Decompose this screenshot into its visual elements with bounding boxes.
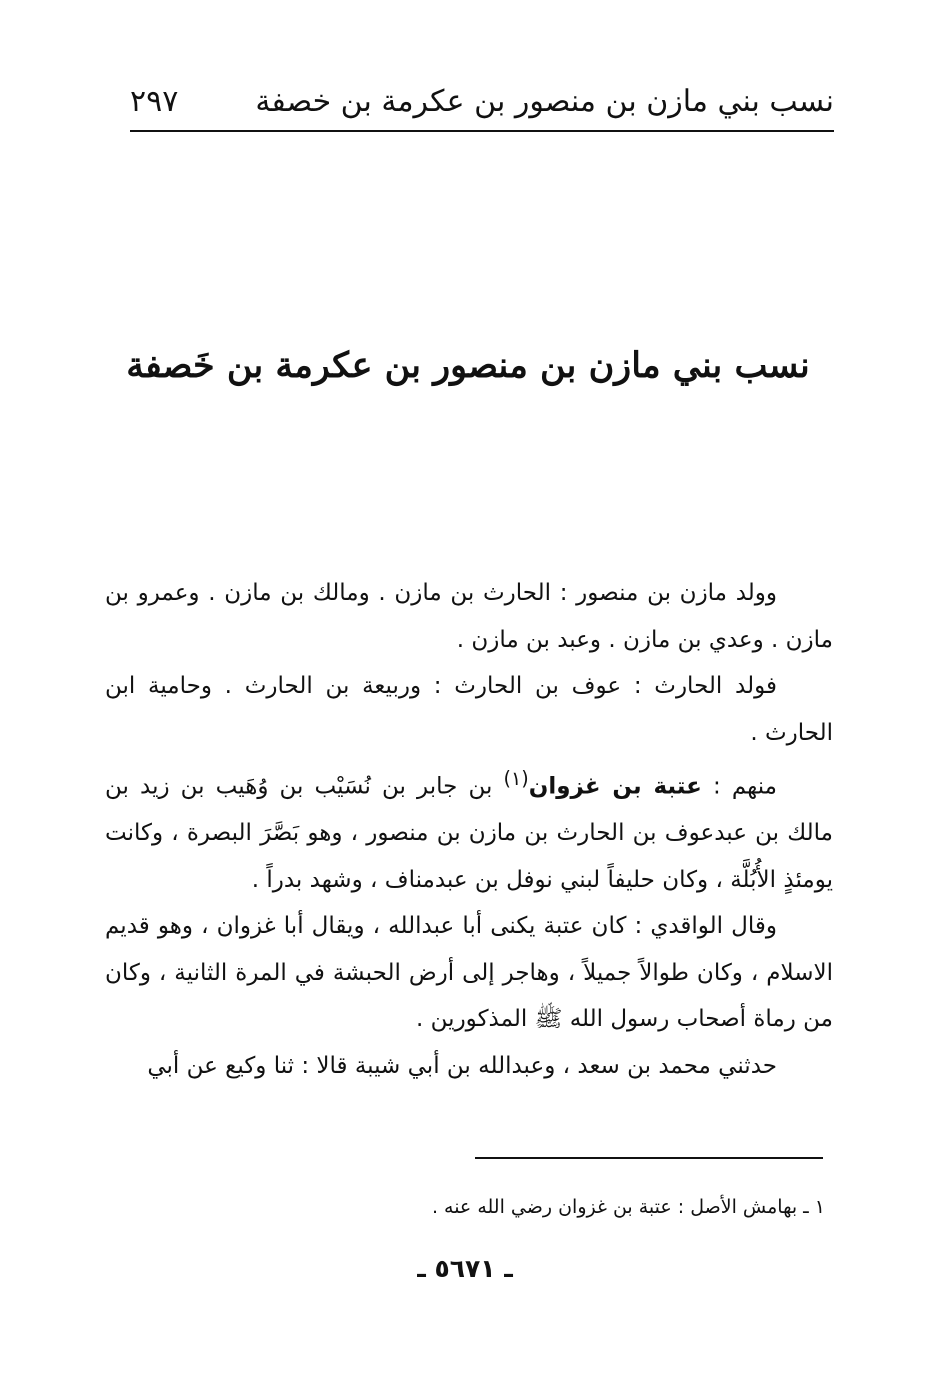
emphasized-name: عتبة بن غزوان [528,773,702,800]
paragraph [105,756,833,903]
footnote-reference: (١) [503,767,529,790]
footnote: ١ ـ بهامش الأصل : عتبة بن غزوان رضي الله عنه . [431,1196,825,1218]
paragraph-text: بن جابر بن نُسَيْب بن وُهَيب بن زيد بن مالك بن عبدعوف بن الحارث بن مازن بن منصور ، وهو بَصَّرَ البصرة ، وكانت يومئذٍ الأُبُلَّة ، وكان حليفاً لبني نوفل بن عبدمناف ، وشهد بدراً . [105,773,833,893]
paragraph: حدثني محمد بن سعد ، وعبدالله بن أبي شيبة قالا : ثنا وكيع عن أبي [147,1052,777,1079]
paragraph: وقال الواقدي : كان عتبة يكنى أبا عبدالله ، ويقال أبا غزوان ، وهو قديم الاسلام ، وكان طوالاً جميلاً ، وهاجر إلى أرض الحبشة في المرة الثانية ، وكان من رماة أصحاب رسول الله ﷺ المذكورين . [105,913,833,1033]
header-divider [130,130,834,132]
body-text [105,570,833,1089]
folio-number: ـ ٥٦٧١ ـ [417,1254,513,1283]
footnote-divider [475,1157,823,1159]
running-header [130,82,834,128]
page-number: ٢٩٧ [130,84,179,119]
paragraph: فولد الحارث : عوف بن الحارث : وربيعة بن الحارث . وحامية ابن الحارث . [105,673,833,746]
paragraph: وولد مازن بن منصور : الحارث بن مازن . ومالك بن مازن . وعمرو بن مازن . وعدي بن مازن . وعبد بن مازن . [105,580,833,653]
chapter-title: نسب بني مازن بن منصور بن عكرمة بن خَصفة [126,345,810,386]
running-title: نسب بني مازن بن منصور بن عكرمة بن خصفة [255,84,834,119]
paragraph-text: منهم : [701,773,777,800]
